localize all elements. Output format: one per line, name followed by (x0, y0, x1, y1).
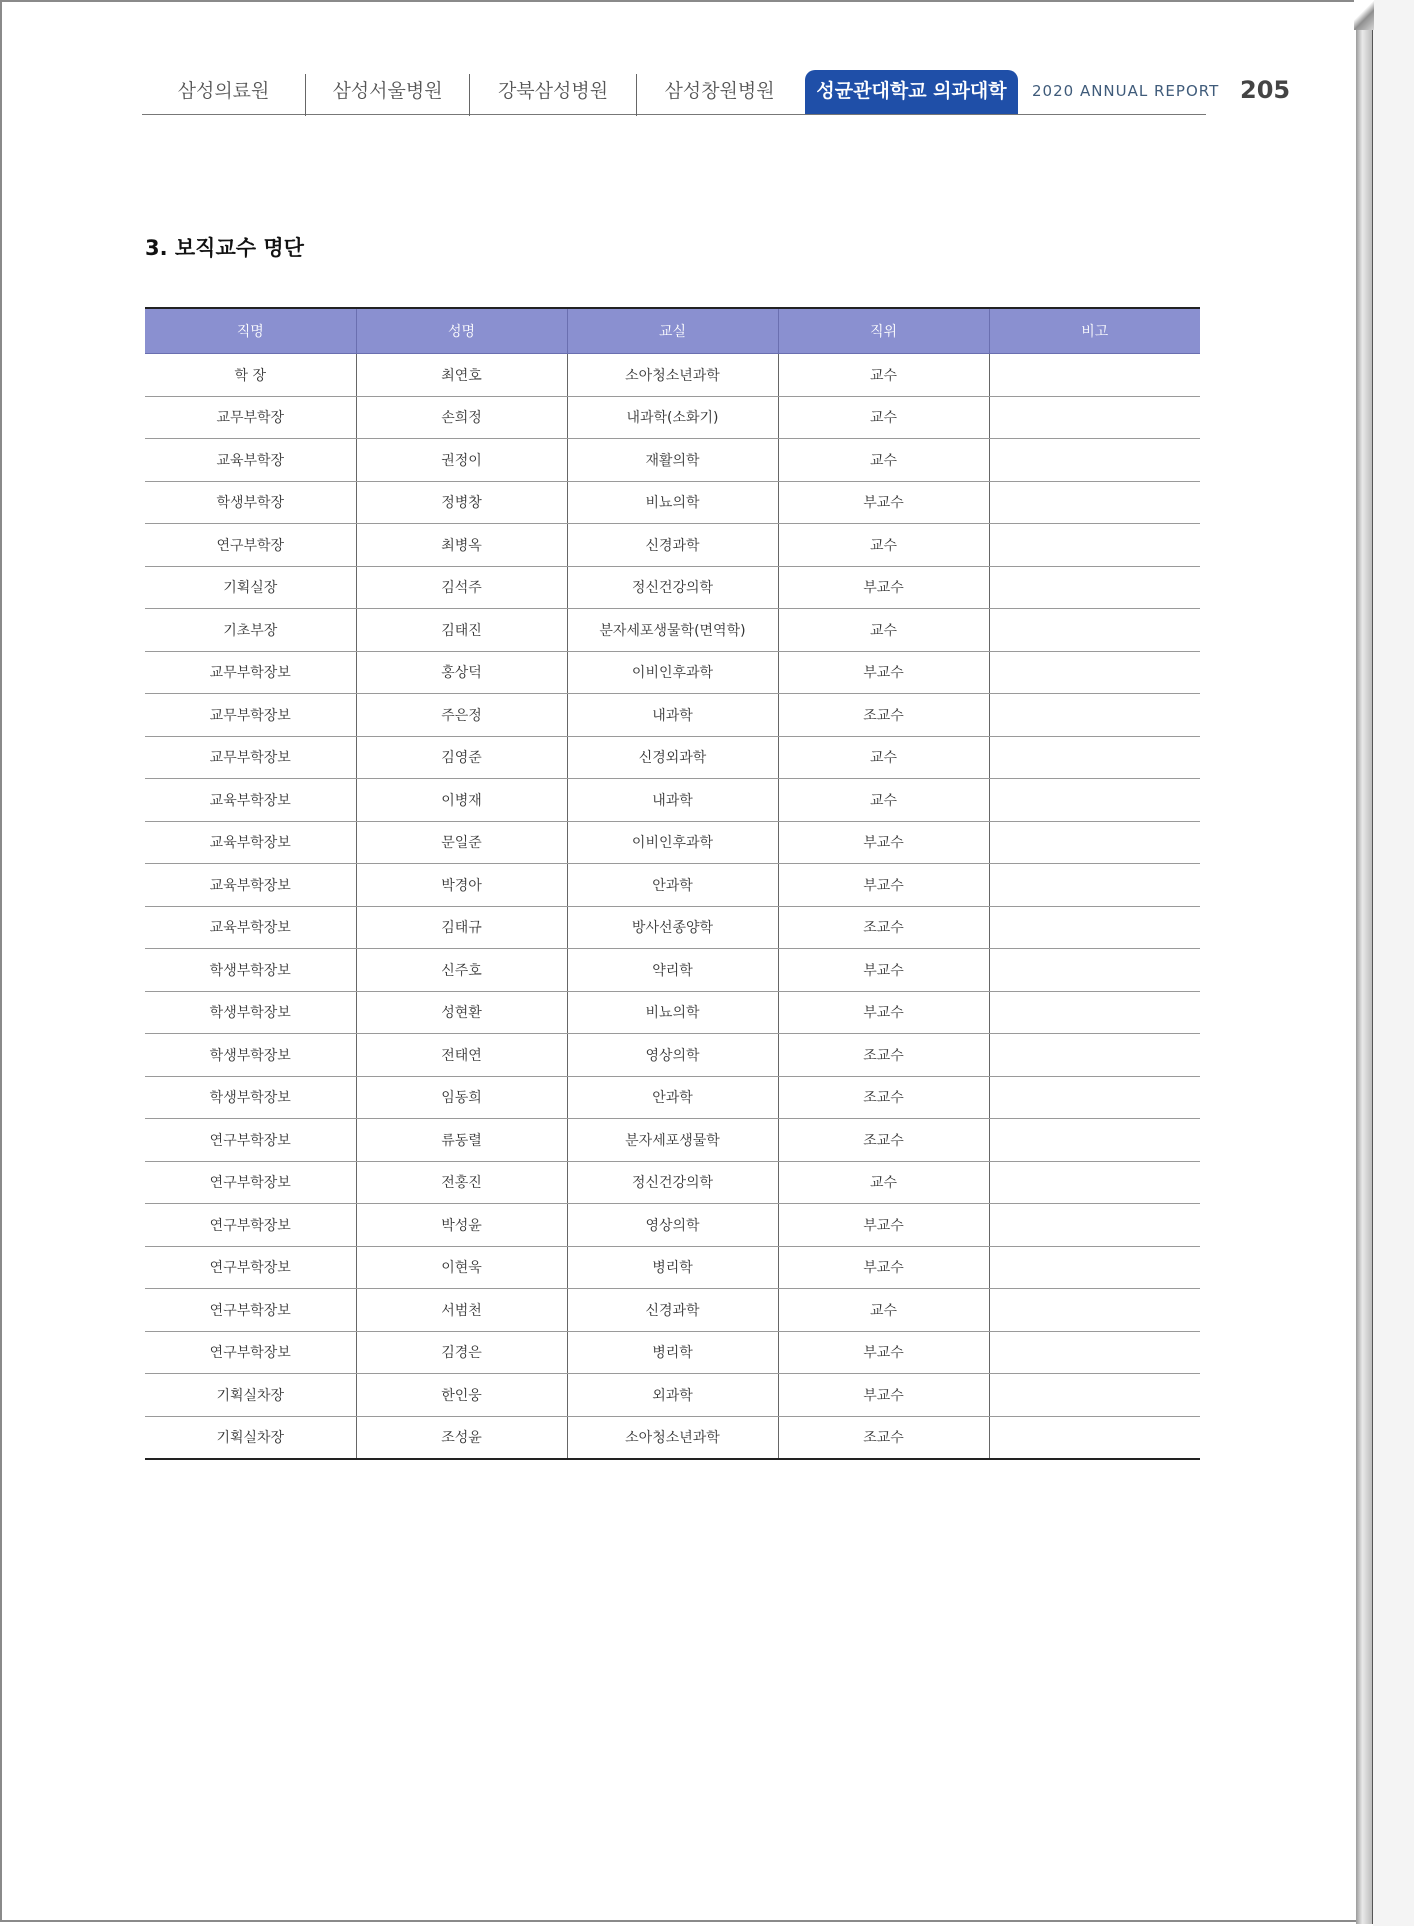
cell-name: 김석주 (356, 566, 567, 609)
cell-position: 교수 (778, 609, 989, 652)
cell-title: 교무부학장보 (145, 736, 356, 779)
cell-note (989, 524, 1200, 567)
cell-position: 부교수 (778, 481, 989, 524)
cell-title: 기획실차장 (145, 1416, 356, 1459)
report-label: 2020 ANNUAL REPORT (1032, 82, 1220, 100)
cell-note (989, 566, 1200, 609)
cell-department: 내과학 (567, 694, 778, 737)
cell-name: 조성윤 (356, 1416, 567, 1459)
cell-note (989, 1076, 1200, 1119)
column-header-note: 비고 (989, 308, 1200, 354)
cell-note (989, 651, 1200, 694)
cell-note (989, 1374, 1200, 1417)
cell-department: 재활의학 (567, 439, 778, 482)
cell-position: 부교수 (778, 1204, 989, 1247)
cell-department: 소아청소년과학 (567, 1416, 778, 1459)
cell-title: 연구부학장보 (145, 1331, 356, 1374)
cell-name: 성현환 (356, 991, 567, 1034)
cell-department: 병리학 (567, 1246, 778, 1289)
cell-title: 교무부학장보 (145, 651, 356, 694)
cell-position: 부교수 (778, 991, 989, 1034)
cell-position: 부교수 (778, 1331, 989, 1374)
tab-skku-medicine[interactable]: 성균관대학교 의과대학 (805, 70, 1018, 114)
cell-name: 권정이 (356, 439, 567, 482)
cell-position: 조교수 (778, 1119, 989, 1162)
cell-note (989, 1289, 1200, 1332)
cell-note (989, 694, 1200, 737)
cell-department: 방사선종양학 (567, 906, 778, 949)
cell-title: 학생부학장보 (145, 949, 356, 992)
table-row (145, 1076, 1200, 1119)
section-title: 3. 보직교수 명단 (145, 236, 304, 260)
cell-title: 학생부학장보 (145, 1034, 356, 1077)
tab-kangbuk-samsung-hospital[interactable]: 강북삼성병원 (470, 74, 637, 116)
cell-title: 교무부학장보 (145, 694, 356, 737)
cell-note (989, 1161, 1200, 1204)
page-edge (1356, 0, 1373, 1924)
cell-position: 조교수 (778, 1416, 989, 1459)
cell-department: 영상의학 (567, 1034, 778, 1077)
cell-department: 분자세포생물학 (567, 1119, 778, 1162)
cell-title: 교무부학장 (145, 396, 356, 439)
cell-note (989, 949, 1200, 992)
cell-position: 조교수 (778, 906, 989, 949)
cell-department: 신경과학 (567, 1289, 778, 1332)
cell-note (989, 736, 1200, 779)
cell-position: 부교수 (778, 651, 989, 694)
table-row (145, 864, 1200, 907)
cell-position: 조교수 (778, 1076, 989, 1119)
table-row (145, 651, 1200, 694)
cell-title: 교육부학장보 (145, 864, 356, 907)
cell-department: 신경외과학 (567, 736, 778, 779)
cell-name: 신주호 (356, 949, 567, 992)
cell-department: 분자세포생물학(면역학) (567, 609, 778, 652)
cell-name: 서범천 (356, 1289, 567, 1332)
table-row (145, 991, 1200, 1034)
cell-title: 학 장 (145, 354, 356, 397)
cell-name: 김태규 (356, 906, 567, 949)
cell-position: 교수 (778, 779, 989, 822)
cell-position: 조교수 (778, 694, 989, 737)
cell-name: 김영준 (356, 736, 567, 779)
cell-title: 기초부장 (145, 609, 356, 652)
column-header-title: 직명 (145, 308, 356, 354)
table-row (145, 396, 1200, 439)
tab-samsung-seoul-hospital[interactable]: 삼성서울병원 (306, 74, 470, 116)
cell-name: 이현욱 (356, 1246, 567, 1289)
cell-department: 이비인후과학 (567, 821, 778, 864)
cell-department: 비뇨의학 (567, 991, 778, 1034)
column-header-name: 성명 (356, 308, 567, 354)
cell-department: 외과학 (567, 1374, 778, 1417)
cell-name: 박성윤 (356, 1204, 567, 1247)
cell-name: 김경은 (356, 1331, 567, 1374)
cell-department: 비뇨의학 (567, 481, 778, 524)
cell-department: 정신건강의학 (567, 566, 778, 609)
table-row (145, 906, 1200, 949)
column-header-department: 교실 (567, 308, 778, 354)
page-curl (1354, 0, 1374, 30)
tab-samsung-changwon-hospital[interactable]: 삼성창원병원 (664, 80, 775, 102)
cell-title: 연구부학장보 (145, 1246, 356, 1289)
cell-title: 연구부학장보 (145, 1289, 356, 1332)
cell-title: 학생부학장 (145, 481, 356, 524)
cell-title: 학생부학장보 (145, 1076, 356, 1119)
cell-position: 교수 (778, 439, 989, 482)
cell-note (989, 439, 1200, 482)
cell-name: 김태진 (356, 609, 567, 652)
table-row (145, 949, 1200, 992)
cell-title: 교육부학장보 (145, 821, 356, 864)
cell-title: 연구부학장보 (145, 1119, 356, 1162)
table-row (145, 1161, 1200, 1204)
cell-name: 주은정 (356, 694, 567, 737)
cell-title: 연구부학장 (145, 524, 356, 567)
tab-samsung-medical-center[interactable]: 삼성의료원 (142, 74, 306, 116)
cell-note (989, 354, 1200, 397)
cell-note (989, 609, 1200, 652)
cell-name: 정병창 (356, 481, 567, 524)
cell-position: 교수 (778, 736, 989, 779)
table-row (145, 736, 1200, 779)
table-row (145, 1034, 1200, 1077)
table-body (145, 354, 1200, 1460)
table-row (145, 779, 1200, 822)
table-row (145, 566, 1200, 609)
cell-note (989, 1416, 1200, 1459)
cell-title: 기획실장 (145, 566, 356, 609)
cell-note (989, 821, 1200, 864)
cell-note (989, 906, 1200, 949)
cell-position: 교수 (778, 1289, 989, 1332)
faculty-table (145, 307, 1200, 1460)
table-row (145, 439, 1200, 482)
cell-name: 전태연 (356, 1034, 567, 1077)
cell-name: 임동희 (356, 1076, 567, 1119)
background-margin (1373, 0, 1414, 1926)
cell-department: 정신건강의학 (567, 1161, 778, 1204)
cell-note (989, 1034, 1200, 1077)
cell-title: 교육부학장보 (145, 779, 356, 822)
cell-title: 기획실차장 (145, 1374, 356, 1417)
cell-position: 부교수 (778, 1374, 989, 1417)
cell-note (989, 991, 1200, 1034)
cell-department: 신경과학 (567, 524, 778, 567)
table-row (145, 1416, 1200, 1459)
cell-title: 교육부학장보 (145, 906, 356, 949)
cell-note (989, 481, 1200, 524)
cell-title: 연구부학장보 (145, 1204, 356, 1247)
cell-note (989, 864, 1200, 907)
cell-position: 교수 (778, 354, 989, 397)
cell-department: 안과학 (567, 864, 778, 907)
cell-name: 이병재 (356, 779, 567, 822)
cell-note (989, 1331, 1200, 1374)
cell-note (989, 779, 1200, 822)
cell-position: 조교수 (778, 1034, 989, 1077)
cell-name: 박경아 (356, 864, 567, 907)
cell-title: 학생부학장보 (145, 991, 356, 1034)
table-row (145, 354, 1200, 397)
cell-name: 문일준 (356, 821, 567, 864)
table-row (145, 1204, 1200, 1247)
cell-department: 내과학(소화기) (567, 396, 778, 439)
table-header-row (145, 308, 1200, 354)
cell-name: 손희정 (356, 396, 567, 439)
cell-position: 부교수 (778, 566, 989, 609)
table-row (145, 1119, 1200, 1162)
cell-name: 홍상덕 (356, 651, 567, 694)
cell-position: 부교수 (778, 864, 989, 907)
cell-position: 교수 (778, 396, 989, 439)
cell-note (989, 1119, 1200, 1162)
cell-name: 전홍진 (356, 1161, 567, 1204)
cell-department: 안과학 (567, 1076, 778, 1119)
cell-department: 병리학 (567, 1331, 778, 1374)
cell-note (989, 1204, 1200, 1247)
cell-position: 교수 (778, 1161, 989, 1204)
table-row (145, 1331, 1200, 1374)
cell-name: 최연호 (356, 354, 567, 397)
table-row (145, 481, 1200, 524)
cell-position: 교수 (778, 524, 989, 567)
cell-name: 최병옥 (356, 524, 567, 567)
cell-department: 내과학 (567, 779, 778, 822)
cell-department: 소아청소년과학 (567, 354, 778, 397)
cell-title: 연구부학장보 (145, 1161, 356, 1204)
table-row (145, 821, 1200, 864)
page-number: 205 (1240, 76, 1291, 104)
table-row (145, 694, 1200, 737)
cell-note (989, 1246, 1200, 1289)
cell-position: 부교수 (778, 821, 989, 864)
cell-title: 교육부학장 (145, 439, 356, 482)
cell-department: 이비인후과학 (567, 651, 778, 694)
column-header-position: 직위 (778, 308, 989, 354)
cell-name: 한인웅 (356, 1374, 567, 1417)
table-row (145, 1374, 1200, 1417)
cell-position: 부교수 (778, 949, 989, 992)
table-row (145, 1289, 1200, 1332)
cell-department: 약리학 (567, 949, 778, 992)
cell-name: 류동렬 (356, 1119, 567, 1162)
cell-position: 부교수 (778, 1246, 989, 1289)
cell-department: 영상의학 (567, 1204, 778, 1247)
table-row (145, 609, 1200, 652)
cell-note (989, 396, 1200, 439)
table-row (145, 524, 1200, 567)
table-row (145, 1246, 1200, 1289)
